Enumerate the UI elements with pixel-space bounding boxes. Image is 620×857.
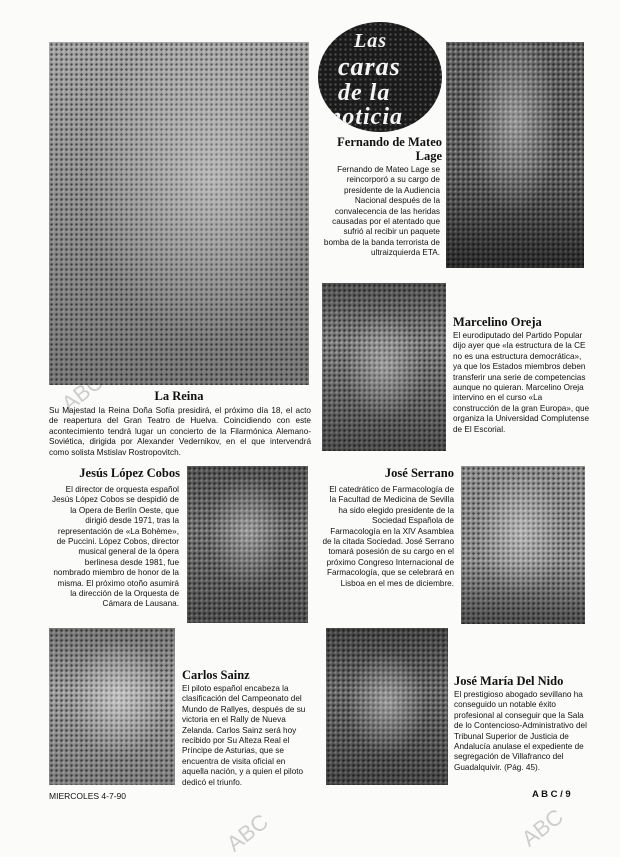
watermark-abc: ABC bbox=[56, 368, 108, 417]
text-lopez-cobos: El director de orquesta español Jesús López Cobos se despidió de la Opera de Berlín Oeste, que dirigió desde 1971, tras la representación de «La Bohème», de Puccini. López Cobos, director musical general de la ópera berlinesa desde 1981, fue nombrado miembro de honor de la misma. El próximo otoño asumirá la dirección de la Orquesta de Cámara de Lausana. bbox=[52, 485, 179, 609]
photo-lopez-cobos bbox=[187, 466, 308, 623]
headline-lopez-cobos: Jesús López Cobos bbox=[79, 466, 180, 480]
text-la-reina: Su Majestad la Reina Doña Sofía presidirá, el próximo día 18, el acto de reapertura del Gran Teatro de Huelva. Coincidiendo con este acontecimiento tendrá lugar un concierto de la Filarmónica Alemano-Soviética, dirigida por Alexander Vedernikov, en el que intervendrá como solista Mstislav Rostropovitch. bbox=[49, 406, 311, 457]
logo-word: caras bbox=[338, 52, 401, 81]
headline-sainz: Carlos Sainz bbox=[182, 668, 250, 682]
text-oreja: El eurodiputado del Partido Popular dijo ayer que «la estructura de la CE no es una estructura democrática», ya que los Estados miembros deben transferir una serie de competencias aunque no quieran. Marcelino Oreja intervino en el curso «La construcción de la gran Europa», que organiza la Universidad Complutense de El Escorial. bbox=[453, 331, 590, 434]
logo-word: Las bbox=[354, 30, 387, 52]
text-mateo-lage: Fernando de Mateo Lage se reincorporó a su cargo de presidente de la Audiencia Nacional después de la convalecencia de las heridas causadas por el atentado que sufrió al recibir un paquete bomba de la banda terrorista de ultraizquierda ETA. bbox=[323, 165, 440, 258]
headline-serrano: José Serrano bbox=[384, 466, 454, 480]
headline-mateo-lage: Fernando de Mateo Lage bbox=[337, 135, 442, 163]
headline-del-nido: José María Del Nido bbox=[454, 674, 564, 688]
photo-mateo-lage bbox=[446, 42, 584, 268]
headline-la-reina: La Reina bbox=[154, 389, 204, 403]
photo-serrano bbox=[461, 466, 585, 624]
section-logo bbox=[318, 22, 442, 132]
photo-sainz bbox=[49, 628, 175, 785]
watermark-abc: ABC bbox=[516, 803, 568, 852]
text-del-nido: El prestigioso abogado sevillano ha conseguido un notable éxito profesional al conseguir que la Sala de lo Contencioso-Administrativo del Tribunal Superior de Justicia de Andalucía anulase el expediente de segregación de Villafranco del Guadalquivir. (Pág. 45). bbox=[454, 690, 587, 772]
text-serrano: El catedrático de Farmacología de la Facultad de Medicina de Sevilla ha sido elegido presidente de la Sociedad Española de Farmacología en la XIV Asamblea de la citada Sociedad. José Serrano tomará posesión de su cargo en el próximo Congreso Internacional de Farmacología, que se celebrará en Lisboa en el mes de diciembre. bbox=[322, 485, 454, 588]
watermark-abc: ABC bbox=[221, 808, 273, 857]
logo-word: de la bbox=[338, 80, 391, 106]
headline-oreja: Marcelino Oreja bbox=[453, 315, 542, 329]
logo-word: noticia bbox=[328, 104, 404, 130]
footer-date: MIERCOLES 4-7-90 bbox=[49, 791, 126, 801]
footer-page: A B C / 9 bbox=[532, 789, 571, 800]
photo-oreja bbox=[322, 283, 446, 451]
photo-la-reina bbox=[49, 42, 309, 385]
photo-del-nido bbox=[326, 628, 448, 785]
text-sainz: El piloto español encabeza la clasificación del Campeonato del Mundo de Rallyes, después de su victoria en el Rally de Nueva Zelanda. Carlos Sainz será hoy recibido por Su Alteza Real el Príncipe de Asturias, que se encuentra de visita oficial en aquella nación, y a quien el piloto dedicó el triunfo. bbox=[182, 684, 306, 787]
